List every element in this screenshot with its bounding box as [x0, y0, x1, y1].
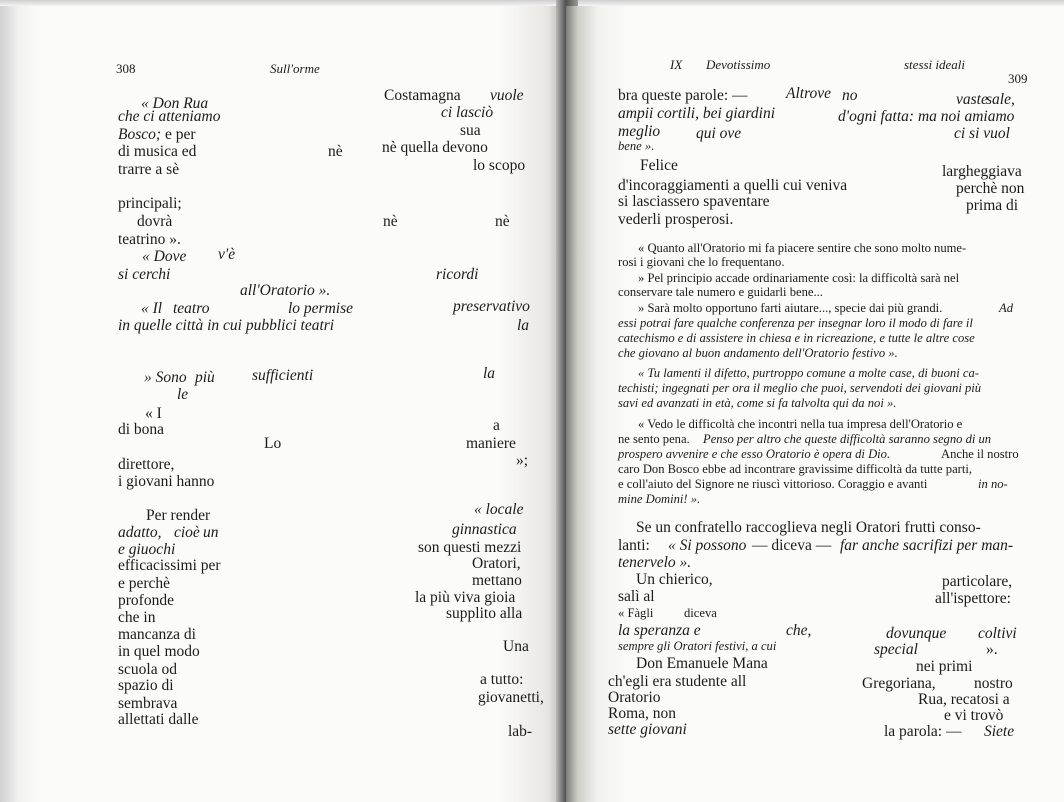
text-line: d'incoraggiamenti a quelli cui veniva: [618, 177, 848, 194]
text-line: » Pel principio accade ordinariamente così: la difficoltà sarà nel: [638, 271, 960, 285]
text-line: » Sono: [144, 369, 187, 386]
text-line: « Don Rua: [141, 95, 209, 112]
text-line: allettati dalle: [118, 711, 199, 728]
text-line: efficacissimi per: [118, 557, 221, 574]
text-line: la: [517, 317, 530, 334]
text-line: Oratori,: [472, 555, 521, 572]
text-line: lo permise: [288, 300, 354, 317]
text-line: Roma, non: [608, 705, 677, 722]
text-line: mancanza di: [118, 626, 196, 643]
text-line: ci si vuol: [954, 125, 1010, 142]
text-line: Anche il nostro: [941, 447, 1019, 461]
text-line: ci lasciò: [441, 104, 494, 121]
text-line: Gregoriana,: [862, 675, 936, 692]
text-line: prospero avvenire e che esso Oratorio è opera di Dio.: [618, 447, 891, 461]
text-line: principali;: [118, 195, 182, 212]
text-line: adatto,: [118, 524, 162, 541]
text-line: vuole: [490, 87, 524, 104]
right-page: [566, 6, 1064, 802]
text-line: cioè: [174, 524, 200, 541]
text-line: son questi mezzi: [418, 539, 522, 556]
text-line: e giuochi: [118, 541, 176, 558]
page-number-left: 308: [116, 61, 136, 76]
text-line: nostro: [974, 675, 1013, 692]
text-line: profonde: [118, 592, 174, 609]
text-line: Felice: [640, 157, 678, 174]
text-line: sua: [460, 122, 481, 139]
text-line: v'è: [218, 246, 236, 263]
text-line: ampii cortili, bei giardini: [618, 105, 776, 122]
text-line: a: [493, 417, 500, 434]
text-line: a tutto:: [480, 671, 524, 688]
text-line: Penso per altro che queste difficoltà saranno segno di un: [703, 432, 992, 446]
running-head-right: stessi ideali: [904, 57, 966, 72]
text-line: direttore,: [118, 456, 175, 473]
text-line: Ad: [999, 301, 1013, 315]
text-line: teatrino ».: [118, 231, 181, 248]
text-line: rosi i giovani che lo frequentano.: [618, 255, 785, 269]
running-head-left: Sull'orme: [270, 61, 320, 76]
text-line: nei primi: [916, 658, 973, 675]
text-line: che giovano al buon andamento dell'Oratorio festivo ».: [618, 346, 898, 360]
text-line: supplito alla: [446, 605, 523, 622]
text-line: « Tu lamenti il difetto, purtroppo comune a molte case, di buoni ca-: [638, 366, 979, 380]
text-line: trarre a sè: [118, 161, 180, 178]
text-line: mettano: [472, 572, 522, 589]
text-line: la più viva gioia: [415, 589, 516, 606]
text-line: sufficienti: [252, 367, 314, 384]
text-line: caro Don Bosco ebbe ad incontrare gravissime difficoltà da tutte parti,: [618, 462, 973, 476]
text-line: la speranza e: [618, 622, 701, 639]
text-line: »;: [516, 452, 529, 469]
text-line: Don Emanuele Mana: [636, 655, 768, 672]
text-line: Bosco;: [118, 126, 162, 143]
text-line: meglio: [618, 123, 661, 140]
text-line: techisti; ingegnati per ora il meglio che puoi, servendoti dei giovani più: [618, 381, 982, 395]
text-line: Oratorio: [608, 689, 661, 706]
text-line: « I: [145, 405, 162, 422]
text-line: catechismo e di assistere in chiesa e in ricreazione, e tutte le altre cose: [618, 331, 975, 345]
text-line: Altrove: [786, 85, 832, 102]
text-line: ne sento pena.: [618, 432, 690, 446]
text-line: spazio di: [118, 677, 174, 694]
text-line: tenervelo ».: [618, 554, 692, 571]
text-line: Per render: [146, 507, 211, 524]
text-line: e vi trovò: [944, 707, 1004, 724]
text-line: Rua, recatosi a: [918, 691, 1010, 708]
text-line: sette giovani: [608, 721, 687, 738]
text-line: i giovani hanno: [118, 473, 215, 490]
text-line: nè: [383, 213, 398, 230]
text-line: si cerchi: [118, 266, 171, 283]
text-line: la parola: —: [884, 723, 962, 740]
text-line: perchè non: [956, 180, 1025, 197]
text-line: Siete: [984, 723, 1015, 740]
text-line: conservare tale numero e guidarli bene...: [618, 285, 823, 299]
text-line: particolare,: [942, 573, 1013, 590]
text-line: sale,: [986, 91, 1015, 108]
page-number-right: 309: [1008, 71, 1028, 86]
text-line: giovanetti,: [478, 689, 544, 706]
text-line: special: [874, 641, 918, 658]
text-line: e coll'aiuto del Signore ne riuscì vittorioso. Coraggio e avanti: [618, 477, 928, 491]
text-line: « Quanto all'Oratorio mi fa piacere sentire che sono molto nume-: [638, 241, 967, 255]
running-head-chapter: IX: [670, 57, 683, 72]
text-line: nè: [328, 143, 343, 160]
text-line: qui ove: [696, 125, 742, 142]
text-line: dovrà: [137, 213, 173, 230]
text-line: savi ed avanzati in età, come si fa talvolta qui da noi ».: [618, 396, 897, 410]
text-line: in no-: [978, 477, 1008, 491]
text-line: la: [483, 365, 496, 382]
text-line: bra queste parole: —: [618, 87, 748, 104]
text-line: « Vedo le difficoltà che incontri nella tua impresa dell'Oratorio e: [638, 417, 963, 431]
text-line: d'ogni fatta: ma noi amiamo: [838, 108, 1015, 125]
text-line: sempre gli Oratori festivi, a cui: [618, 639, 777, 653]
text-line: lab-: [508, 723, 533, 740]
text-line: nè: [495, 213, 510, 230]
text-line: ricordi: [436, 266, 479, 283]
text-line: ginnastica: [452, 521, 517, 538]
text-line: preservativo: [453, 298, 530, 315]
text-line: mine Domini! ».: [618, 492, 701, 506]
text-line: in quelle città in cui pubblici teatri: [118, 317, 335, 334]
text-line: « Fàgli: [618, 606, 654, 620]
text-line: scuola od: [118, 661, 177, 678]
text-line: un: [203, 524, 219, 541]
text-line: — diceva —: [752, 537, 832, 554]
text-line: Costamagna: [384, 87, 461, 104]
left-page: [0, 6, 566, 802]
text-line: più: [195, 369, 215, 386]
text-line: maniere: [466, 435, 516, 452]
text-line: « Si possono: [668, 537, 747, 554]
text-line: « Dove: [142, 248, 187, 265]
text-line: essi potrai fare qualche conferenza per insegnar loro il modo di fare il: [618, 316, 973, 330]
text-line: di musica ed: [118, 143, 197, 160]
text-line: Una: [503, 638, 529, 655]
text-line: salì al: [618, 588, 655, 605]
text-line: che in: [118, 609, 156, 626]
text-line: largheggiava: [942, 163, 1022, 180]
text-line: coltivi: [978, 625, 1017, 642]
text-line: teatro: [173, 300, 210, 317]
text-line: e perchè: [118, 575, 171, 592]
text-line: ».: [986, 641, 998, 658]
text-line: diceva: [684, 606, 717, 620]
text-line: Lo: [264, 435, 282, 452]
text-line: Se un confratello raccoglieva negli Oratori frutti conso-: [636, 519, 981, 536]
text-line: le: [177, 386, 189, 403]
text-line: « Il: [141, 300, 163, 317]
text-line: no: [842, 87, 858, 104]
text-line: sembrava: [118, 695, 178, 712]
text-line: che,: [786, 622, 812, 639]
text-line: « locale: [474, 501, 524, 518]
text-line: in quel modo: [118, 643, 200, 660]
text-line: si lasciassero spaventare: [618, 193, 770, 210]
text-line: vederli prosperosi.: [618, 211, 734, 228]
text-line: prima di: [966, 197, 1019, 214]
text-line: che ci atteniamo: [118, 108, 221, 125]
text-line: all'ispettore:: [935, 590, 1011, 607]
text-line: ch'egli era studente all: [608, 673, 747, 690]
text-line: vaste: [956, 91, 988, 108]
text-line: lo scopo: [473, 157, 526, 174]
text-line: dovunque: [886, 625, 947, 642]
text-line: Un chierico,: [636, 571, 713, 588]
text-line: all'Oratorio ».: [240, 282, 331, 299]
text-line: di bona: [118, 421, 165, 438]
text-line: » Sarà molto opportuno farti aiutare..., specie dai più grandi.: [638, 301, 943, 315]
text-line: far anche sacrifizi per man-: [840, 537, 1014, 554]
text-line: e per: [165, 126, 196, 143]
text-line: lanti:: [618, 537, 650, 554]
running-head-title: Devotissimo: [706, 57, 771, 72]
text-line: nè quella devono: [382, 139, 488, 156]
text-line: bene ».: [618, 139, 655, 153]
